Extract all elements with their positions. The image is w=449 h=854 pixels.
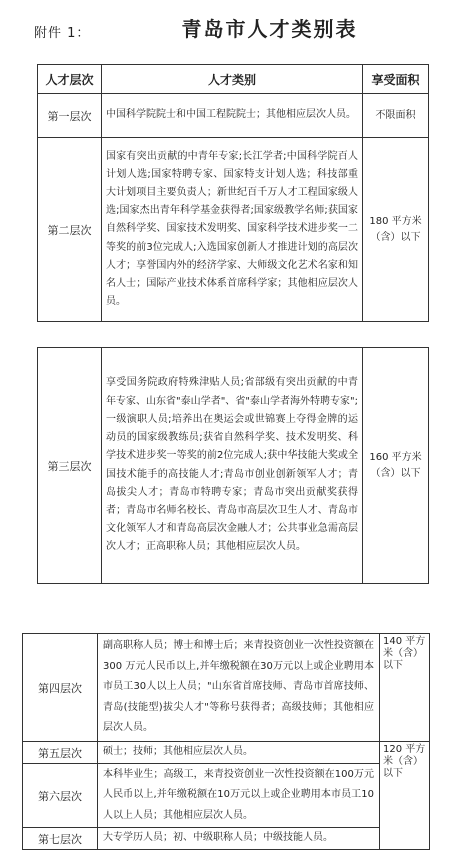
area-cell: 140 平方米（含）以下 — [380, 634, 430, 742]
page-title: 青岛市人才类别表 — [181, 17, 358, 41]
level-cell: 第二层次 — [38, 138, 102, 322]
category-cell: 国家有突出贡献的中青年专家;长江学者;中国科学院百人计划人选;国家特聘专家、国家特支计划人选；科技部重大计划项目主要负责人；新世纪百千万人才工程国家级人选;国家杰出青年科学基金获得者;国家级教学名师;获国家自然科学奖、国家技术发明奖、国家科学技术进步奖一二等奖的前3位完成人;入选国家创新人才推进计划的高层次人才；享誉国内外的经济学家、大师级文化艺术名家和知名人士；国际产业技术体系首席科学家；其他相应层次人员。 — [102, 138, 363, 322]
area-cell: 160 平方米（含）以下 — [363, 348, 429, 584]
talent-table-part-1 — [37, 64, 429, 322]
category-cell: 大专学历人员；初、中级职称人员；中级技能人员。 — [98, 828, 380, 850]
category-cell: 副高职称人员；博士和博士后；来青投资创业一次性投资额在300 万元人民币以上,并年缴税额在30万元以上或企业聘用本市员工30人以上人员；"山东省首席技师、青岛市首席技师、青岛(技能型)拔尖人才"等称号获得者；高级技师；其他相应层次人员。 — [98, 634, 380, 742]
talent-table-part-3 — [22, 633, 430, 850]
area-cell: 不限面积 — [363, 94, 429, 138]
area-cell: 120 平方米（含）以下 — [380, 742, 430, 850]
table-row — [23, 764, 430, 828]
table-row — [23, 828, 430, 850]
column-header-area: 享受面积 — [363, 65, 429, 94]
category-cell: 硕士；技师；其他相应层次人员。 — [98, 742, 380, 764]
level-cell: 第三层次 — [38, 348, 102, 584]
level-cell: 第一层次 — [38, 94, 102, 138]
table-row — [23, 634, 430, 742]
table-row — [38, 348, 429, 584]
talent-table-part-2 — [37, 347, 429, 584]
table-row — [38, 138, 429, 322]
column-header-level: 人才层次 — [38, 65, 102, 94]
table-row — [23, 742, 430, 764]
level-cell: 第七层次 — [23, 828, 98, 850]
level-cell: 第六层次 — [23, 764, 98, 828]
table-row — [38, 94, 429, 138]
category-cell: 中国科学院院士和中国工程院院士；其他相应层次人员。 — [102, 94, 363, 138]
category-cell: 本科毕业生；高级工，来青投资创业一次性投资额在100万元人民币以上,并年缴税额在10万元以上或企业聘用本市员工10人以上人员；其他相应层次人员。 — [98, 764, 380, 828]
level-cell: 第五层次 — [23, 742, 98, 764]
column-header-category: 人才类别 — [102, 65, 363, 94]
attachment-label: 附件 1： — [34, 26, 91, 41]
level-cell: 第四层次 — [23, 634, 98, 742]
table-header-row — [38, 65, 429, 94]
category-cell: 享受国务院政府特殊津贴人员;省部级有突出贡献的中青年专家、山东省"泰山学者"、省"泰山学者海外特聘专家";一级演职人员;培养出在奥运会或世锦赛上夺得金牌的运动员的国家级教练员;获省自然科学奖、技术发明奖、科学技术进步奖一等奖的前2位完成人;获中华技能大奖或全国技术能手的高技能人才;青岛市创业创新领军人才；青岛拔尖人才；青岛市特聘专家；青岛市突出贡献奖获得者；青岛市名师名校长、青岛市高层次卫生人才、青岛市文化领军人才和青岛高层次金融人才；公共事业急需高层次人才；正高职称人员；其他相应层次人员。 — [102, 348, 363, 584]
area-cell: 180 平方米（含）以下 — [363, 138, 429, 322]
